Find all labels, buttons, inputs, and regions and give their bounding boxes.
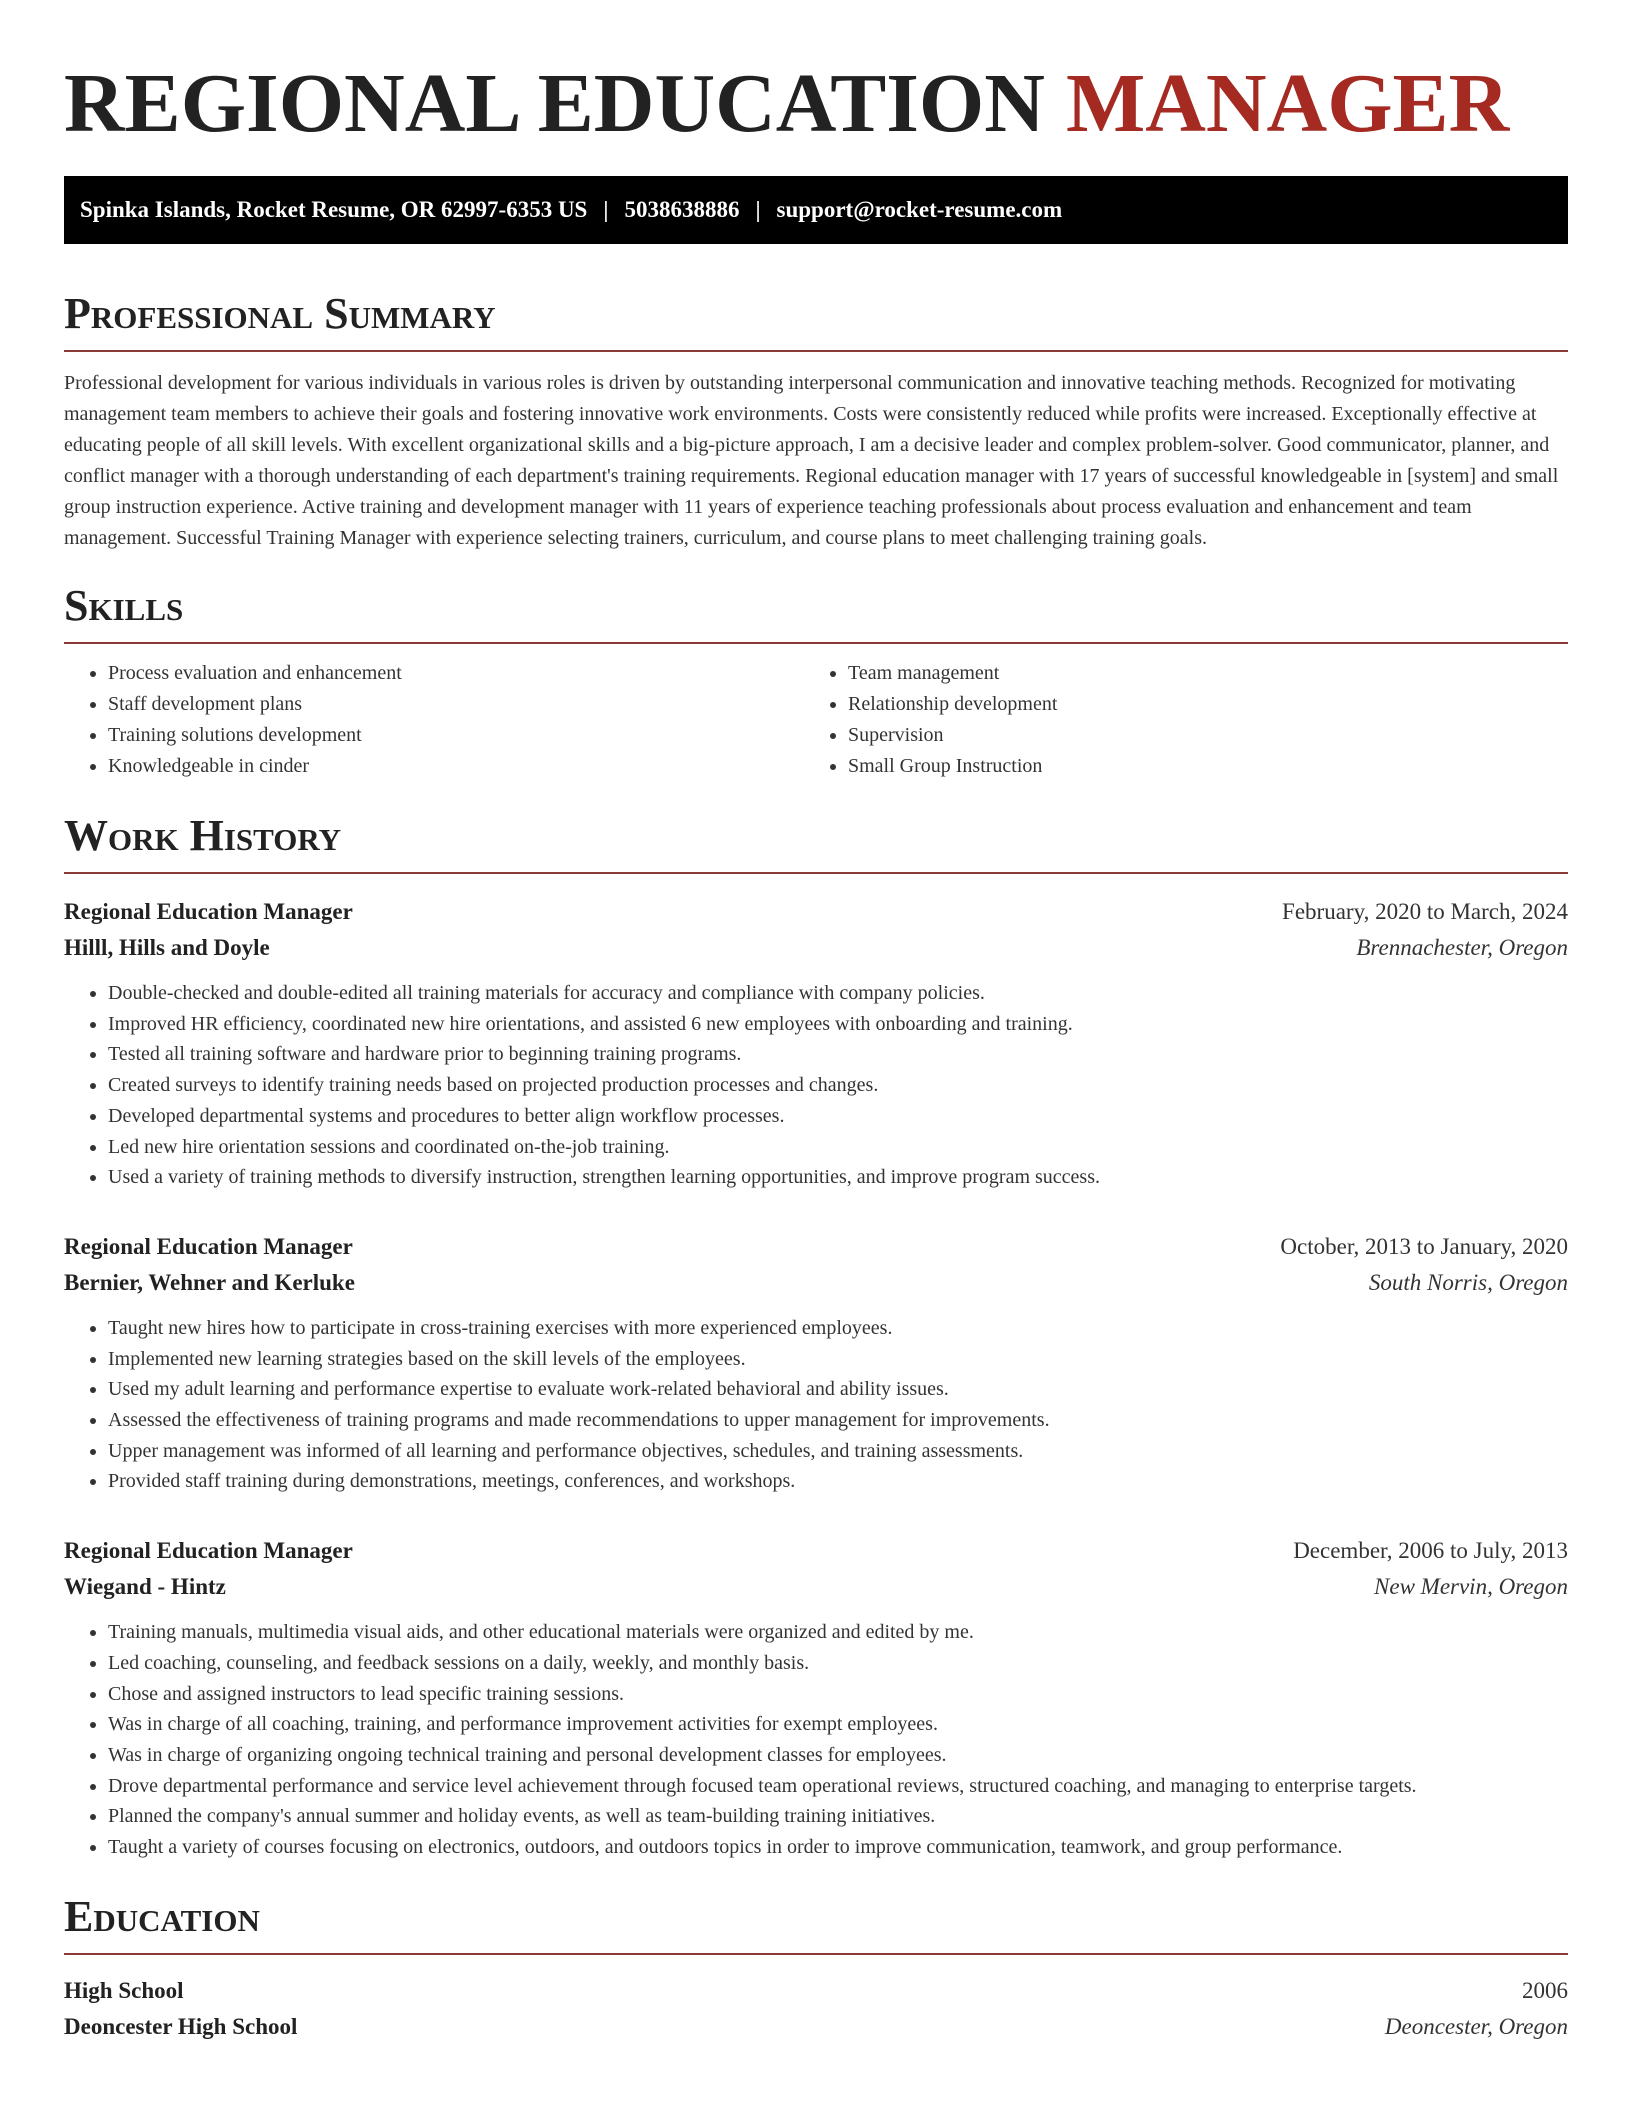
job-location: South Norris, Oregon: [1368, 1269, 1568, 1295]
skill-item: • Small Group Instruction: [848, 751, 1544, 782]
summary-text: Professional development for various individuals in various roles is driven by outstanding interpersonal communication and innovative teaching methods. Recognized for motivating management team members to achieve their goals and fostering innovative work environments. Costs were consistently reduced while profits were increased. Exceptionally effective at educating people of all skill levels. With excellent organizational skills and a big-picture approach, I am a decisive leader and complex problem-solver. Good communicator, planner, and conflict manager with a thorough understanding of each department's training requirements. Regional education manager with 17 years of successful knowledgeable in [system] and small group instruction experience. Active training and development manager with 11 years of experience teaching professionals about process evaluation and enhancement and team management. Successful Training Manager with experience selecting trainers, curriculum, and course plans to meet challenging training goals.: [64, 372, 1559, 549]
job-bullet: • Planned the company's annual summer and holiday events, as well as team-building training initiatives.: [108, 1801, 1568, 1832]
education-header-row: [64, 1973, 1568, 2009]
job-bullet: • Improved HR efficiency, coordinated new hire orientations, and assisted 6 new employees with onboarding and training.: [108, 1009, 1568, 1040]
job-entry: [64, 894, 1568, 1193]
job-company-row: [64, 930, 1568, 966]
job-bullet: • Created surveys to identify training needs based on projected production processes and changes.: [108, 1070, 1568, 1101]
job-bullet: • Training manuals, multimedia visual aids, and other educational materials were organized and edited by me.: [108, 1617, 1568, 1648]
job-bullet: • Provided staff training during demonstrations, meetings, conferences, and workshops.: [108, 1466, 1568, 1497]
contact-separator: |: [603, 197, 609, 222]
job-company-row: [64, 1265, 1568, 1301]
job-entry: [64, 1229, 1568, 1497]
section-divider: [64, 642, 1568, 644]
contact-separator: |: [755, 197, 761, 222]
job-bullet: • Used a variety of training methods to diversify instruction, strengthen learning opportunities, and improve program success.: [108, 1162, 1568, 1193]
title-accent: MANAGER: [1065, 57, 1510, 150]
job-location: Brennachester, Oregon: [1356, 935, 1568, 960]
job-dates: October, 2013 to January, 2020: [1280, 1233, 1568, 1259]
job-dates: December, 2006 to July, 2013: [1293, 1538, 1568, 1564]
job-bullet: • Taught a variety of courses focusing on electronics, outdoors, and outdoors topics in order to improve communication, teamwork, and group performance.: [108, 1832, 1568, 1863]
resume-title: [64, 56, 1568, 152]
skills-column-left: [64, 658, 804, 782]
job-bullet: • Implemented new learning strategies based on the skill levels of the employees.: [108, 1344, 1568, 1375]
job-company: Hilll, Hills and Doyle: [64, 935, 270, 960]
job-company-row: [64, 1569, 1568, 1605]
job-dates: February, 2020 to March, 2024: [1282, 899, 1568, 924]
contact-email[interactable]: support@rocket-resume.com: [776, 197, 1063, 222]
skill-item: • Team management: [848, 658, 1544, 689]
job-bullet: • Tested all training software and hardware prior to beginning training programs.: [108, 1039, 1568, 1070]
job-company: Bernier, Wehner and Kerluke: [64, 1269, 355, 1295]
job-bullet: • Used my adult learning and performance expertise to evaluate work-related behavioral and ability issues.: [108, 1374, 1568, 1405]
contact-bar: [64, 176, 1568, 244]
job-location: New Mervin, Oregon: [1374, 1574, 1568, 1600]
education-year: 2006: [1522, 1977, 1568, 2003]
job-bullets: [64, 978, 1568, 1193]
job-bullet: • Led new hire orientation sessions and coordinated on-the-job training.: [108, 1132, 1568, 1163]
job-bullets: [64, 1313, 1568, 1497]
job-bullet: • Assessed the effectiveness of training programs and made recommendations to upper management for improvements.: [108, 1405, 1568, 1436]
job-bullet: • Upper management was informed of all learning and performance objectives, schedules, and training assessments.: [108, 1436, 1568, 1467]
job-title: Regional Education Manager: [64, 899, 353, 924]
job-bullet: • Led coaching, counseling, and feedback sessions on a daily, weekly, and monthly basis.: [108, 1648, 1568, 1679]
education-degree: High School: [64, 1977, 184, 2003]
skills-column-right: [804, 658, 1544, 782]
skill-item: • Staff development plans: [108, 689, 804, 720]
education-entry: [64, 1973, 1568, 2045]
section-divider: [64, 1953, 1568, 1955]
skills-list: [64, 658, 1568, 782]
section-divider: [64, 872, 1568, 874]
summary-heading: Professional Summary: [64, 289, 496, 338]
title-main: REGIONAL EDUCATION: [64, 57, 1045, 150]
job-title: Regional Education Manager: [64, 1233, 353, 1259]
job-company: Wiegand - Hintz: [64, 1574, 226, 1600]
skill-item: • Process evaluation and enhancement: [108, 658, 804, 689]
job-header-row: [64, 894, 1568, 930]
skill-item: • Training solutions development: [108, 720, 804, 751]
job-bullet: • Developed departmental systems and procedures to better align workflow processes.: [108, 1101, 1568, 1132]
job-bullet: • Chose and assigned instructors to lead specific training sessions.: [108, 1679, 1568, 1710]
contact-address: Spinka Islands, Rocket Resume, OR 62997-6353 US: [80, 197, 588, 222]
section-divider: [64, 350, 1568, 352]
job-title: Regional Education Manager: [64, 1538, 353, 1564]
education-school: Deoncester High School: [64, 2013, 298, 2039]
education-location: Deoncester, Oregon: [1384, 2013, 1568, 2039]
job-bullet: • Taught new hires how to participate in cross-training exercises with more experienced employees.: [108, 1313, 1568, 1344]
job-header-row: [64, 1229, 1568, 1265]
job-bullet: • Was in charge of all coaching, training, and performance improvement activities for exempt employees.: [108, 1709, 1568, 1740]
job-bullet: • Was in charge of organizing ongoing technical training and personal development classes for employees.: [108, 1740, 1568, 1771]
work-history-heading: Work History: [64, 811, 342, 860]
skill-item: • Knowledgeable in cinder: [108, 751, 804, 782]
job-bullet: • Drove departmental performance and service level achievement through focused team operational reviews, structured coaching, and managing to enterprise targets.: [108, 1771, 1568, 1802]
education-school-row: [64, 2009, 1568, 2045]
contact-phone[interactable]: 5038638886: [624, 197, 740, 222]
skill-item: • Supervision: [848, 720, 1544, 751]
education-heading: Education: [64, 1891, 260, 1941]
job-header-row: [64, 1533, 1568, 1569]
job-bullets: [64, 1617, 1568, 1863]
job-bullet: • Double-checked and double-edited all training materials for accuracy and compliance with company policies.: [108, 978, 1568, 1009]
skill-item: • Relationship development: [848, 689, 1544, 720]
job-entry: [64, 1533, 1568, 1863]
skills-heading: Skills: [64, 581, 184, 630]
